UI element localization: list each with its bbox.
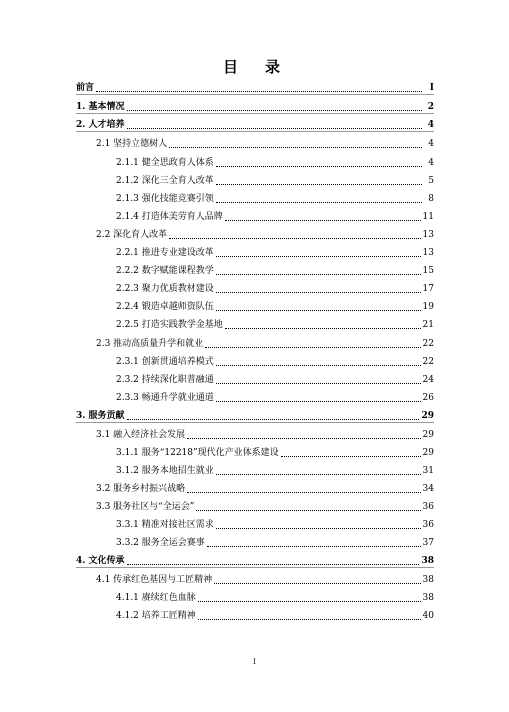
toc-entry[interactable] [76,331,434,349]
dot-leader [187,437,420,439]
toc-entry-title: 2. 人才培养 [76,120,125,131]
toc-entry-page-number: 34 [422,483,434,494]
toc-entry-title: 2.1.3 强化技能竞赛引领 [116,193,214,204]
page-title: 目 录 [222,58,286,76]
toc-entry-title: 2.3.2 持续深化职普融通 [116,374,214,385]
toc-entry[interactable] [76,368,434,386]
toc-entry-page-number: 24 [422,374,434,385]
toc-entry[interactable] [76,95,434,114]
toc-entry-page-number: 13 [422,229,434,240]
dot-leader [187,491,420,493]
toc-entry[interactable] [76,205,434,223]
dot-leader [216,183,422,185]
toc-entry-title: 2.2 深化育人改革 [96,229,168,240]
dot-leader [216,364,421,366]
toc-entry-page-number: 37 [422,538,434,549]
page-number-footer: I [253,658,256,666]
dot-leader [214,582,420,584]
toc-entry-title: 2.2.2 数字赋能课程教学 [116,266,214,277]
toc-entry[interactable] [76,169,434,187]
toc-entry[interactable] [76,586,434,604]
toc-entry[interactable] [76,313,434,331]
toc-entry[interactable] [76,259,434,277]
toc-entry-page-number: 13 [422,248,434,259]
dot-leader [127,109,422,111]
dot-leader [216,291,421,293]
table-of-contents [76,76,434,622]
toc-entry-title: 3.1.1 服务“12218”现代化产业体系建设 [116,447,279,458]
toc-entry-title: 2.1.4 打造体美劳育人品牌 [116,211,223,222]
dot-leader [281,455,421,457]
toc-entry-page-number: 31 [422,465,434,476]
dot-leader [216,165,422,167]
dot-leader [216,273,421,275]
dot-leader [198,618,421,620]
toc-entry-title: 4.1.2 培养工匠精神 [116,611,196,622]
toc-entry-page-number: 5 [428,175,434,186]
toc-entry-page-number: 29 [422,429,434,440]
dot-leader [169,237,420,239]
toc-entry[interactable] [76,114,434,133]
toc-entry-title: 1. 基本情况 [76,101,125,112]
toc-entry-page-number: 36 [422,520,434,531]
toc-entry-page-number: 29 [421,410,434,421]
toc-entry[interactable] [76,513,434,531]
toc-entry-title: 2.1 坚持立德树人 [96,139,168,150]
dot-leader [216,400,421,402]
dot-leader [205,346,420,348]
toc-entry[interactable] [76,568,434,586]
toc-entry-title: 2.3.1 创新贯通培养模式 [116,356,214,367]
toc-entry-page-number: 4 [428,139,434,150]
toc-entry-page-number: 26 [422,392,434,403]
toc-entry-page-number: 40 [422,611,434,622]
toc-entry[interactable] [76,350,434,368]
toc-entry-title: 2.2.4 锻造卓越师资队伍 [116,302,214,313]
dot-leader [216,527,421,529]
toc-entry-title: 前言 [76,82,95,93]
toc-entry-title: 2.3 推动高质量升学和就业 [96,338,204,349]
toc-entry[interactable] [76,549,434,568]
toc-entry-title: 2.2.1 推进专业建设改革 [116,248,214,259]
dot-leader [127,418,420,420]
toc-entry[interactable] [76,295,434,313]
toc-entry[interactable] [76,187,434,205]
toc-entry-page-number: 29 [422,447,434,458]
dot-leader [127,563,420,565]
dot-leader [196,509,420,511]
toc-entry-title: 4.1 传承红色基因与工匠精神 [96,575,213,586]
toc-entry-page-number: 22 [422,356,434,367]
dot-leader [216,309,421,311]
toc-entry-page-number: 4 [428,157,434,168]
toc-entry[interactable] [76,495,434,513]
toc-entry-page-number: 4 [427,120,434,131]
toc-entry-title: 3.2 服务乡村振兴战略 [96,483,186,494]
toc-entry-title: 3.3.2 服务全运会赛事 [116,538,205,549]
dot-leader [169,146,422,148]
toc-entry-title: 2.1.2 深化三全育人改革 [116,175,214,186]
toc-entry[interactable] [76,531,434,549]
toc-entry[interactable] [76,76,434,95]
toc-entry-page-number: 21 [422,320,434,331]
toc-entry[interactable] [76,477,434,495]
toc-entry-page-number: I [429,82,434,93]
toc-entry-page-number: 17 [422,284,434,295]
toc-entry[interactable] [76,150,434,168]
toc-entry[interactable] [76,441,434,459]
toc-entry-title: 2.1.1 健全思政育人体系 [116,157,214,168]
toc-entry-page-number: 36 [422,502,434,513]
toc-entry-title: 4.1.1 赓续红色血脉 [116,593,196,604]
dot-leader [207,545,421,547]
toc-entry[interactable] [76,423,434,441]
toc-entry-title: 2.2.3 聚力优质教材建设 [116,284,214,295]
toc-entry[interactable] [76,459,434,477]
toc-entry-title: 3. 服务贡献 [76,410,125,421]
toc-entry-title: 2.2.5 打造实践教学金基地 [116,320,223,331]
dot-leader [216,382,421,384]
toc-entry-page-number: 15 [422,266,434,277]
toc-entry[interactable] [76,132,434,150]
toc-entry-title: 3.1 融入经济社会发展 [96,429,186,440]
toc-entry-page-number: 38 [421,556,434,567]
toc-entry-title: 3.1.2 服务本地招生就业 [116,465,214,476]
toc-entry-page-number: 8 [428,193,434,204]
toc-entry[interactable] [76,604,434,622]
dot-leader [225,327,421,329]
dot-leader [127,127,422,129]
toc-entry[interactable] [76,386,434,404]
dot-leader [96,90,422,92]
dot-leader [216,473,421,475]
toc-entry-page-number: 38 [422,593,434,604]
dot-leader [225,219,421,221]
toc-entry[interactable] [76,404,434,423]
toc-entry-page-number: 22 [422,338,434,349]
toc-entry[interactable] [76,277,434,295]
toc-entry[interactable] [76,241,434,259]
toc-entry-title: 4. 文化传承 [76,556,125,567]
toc-entry-page-number: 2 [427,101,434,112]
dot-leader [216,255,421,257]
toc-entry-page-number: 19 [422,302,434,313]
dot-leader [216,201,422,203]
toc-entry-page-number: 38 [422,575,434,586]
toc-entry-title: 3.3 服务社区与“全运会” [96,502,195,513]
toc-entry[interactable] [76,223,434,241]
toc-entry-title: 2.3.3 畅通升学就业通道 [116,392,214,403]
toc-entry-page-number: 11 [422,211,434,222]
toc-entry-title: 3.3.1 精准对接社区需求 [116,520,214,531]
dot-leader [198,600,421,602]
